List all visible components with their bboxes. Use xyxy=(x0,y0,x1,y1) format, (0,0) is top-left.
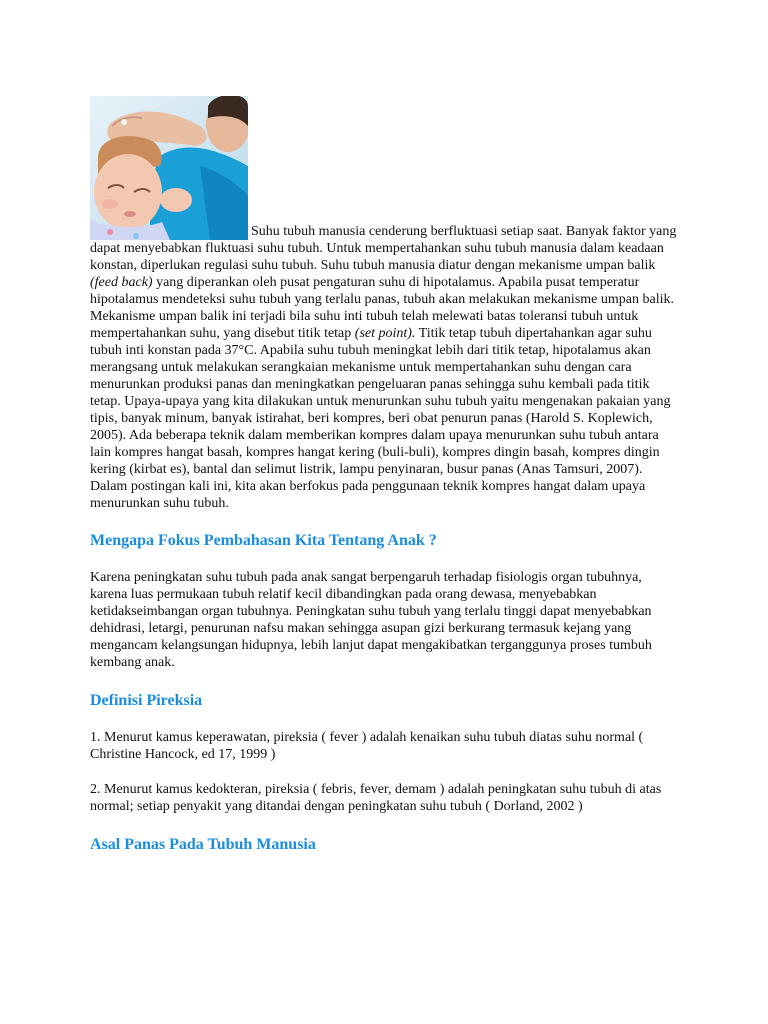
intro-text-1: Suhu tubuh manusia cenderung berfluktuasi setiap saat. Banyak faktor yang dapat menyebabkan fluktuasi suhu tubuh. Untuk mempertahankan suhu tubuh manusia dalam keadaan konstan, diperlukan regulasi suhu tubuh. Suhu tubuh manusia diatur dengan mekanisme umpan balik xyxy=(90,224,677,273)
focus-heading: Mengapa Fokus Pembahasan Kita Tentang Anak ? xyxy=(90,532,437,549)
intro-text-2: yang diperankan oleh pusat pengaturan suhu di hipotalamus. Apabila pusat temperatur hipotalamus mendeteksi suhu tubuh yang terlalu panas, tubuh akan melakukan mekanisme umpan balik. Mekanisme umpan balik ini terjadi bila suhu inti tubuh telah melewati batas toleransi tubuh untuk mempertahankan suhu, yang disebut titik tetap xyxy=(90,275,674,341)
intro-paragraph xyxy=(90,96,680,512)
intro-emphasis-setpoint: (set point). xyxy=(354,326,416,341)
definition-item-2: 2. Menurut kamus kedokteran, pireksia ( febris, fever, demam ) adalah peningkatan suhu tubuh di atas normal; setiap penyakit yang ditandai dengan peningkatan suhu tubuh ( Dorland, 2002 ) xyxy=(90,782,662,814)
definition-heading: Definisi Pireksia xyxy=(90,692,203,709)
article-body xyxy=(90,96,680,855)
origin-heading: Asal Panas Pada Tubuh Manusia xyxy=(90,836,316,853)
focus-paragraph: Karena peningkatan suhu tubuh pada anak sangat berpengaruh terhadap fisiologis organ tubuhnya, karena luas permukaan tubuh relatif kecil dibandingkan pada orang dewasa, menyebabkan ketidakseimbangan organ tubuhnya. Peningkatan suhu tubuh yang terlalu tinggi dapat menyebabkan dehidrasi, letargi, penurunan nafsu makan sehingga asupan gizi berkurang termasuk kejang yang mengancam kelangsungan hidupnya, lebih lanjut dapat mengakibatkan terganggunya proses tumbuh kembang anak. xyxy=(90,570,652,670)
intro-text-3: Titik tetap tubuh dipertahankan agar suhu tubuh inti konstan pada 37°C. Apabila suhu tubuh meningkat lebih dari titik tetap, hipotalamus akan merangsang untuk melakukan serangkaian mekanisme untuk mempertahankan suhu dengan cara menurunkan produksi panas dan meningkatkan pengeluaran panas sehingga suhu kembali pada titik tetap. Upaya-upaya yang kita dilakukan untuk menurunkan suhu tubuh yaitu mengenakan pakaian yang tipis, banyak minum, banyak istirahat, beri kompres, beri obat penurun panas (Harold S. Koplewich, 2005). Ada beberapa teknik dalam memberikan kompres dalam upaya menurunkan suhu tubuh antara lain kompres hangat basah, kompres hangat kering (buli-buli), kompres dingin basah, kompres dingin kering (kirbat es), bantal dan selimut listrik, lampu penyinaran, busur panas (Anas Tamsuri, 2007). Dalam postingan kali ini, kita akan berfokus pada penggunaan teknik kompres hangat dalam upaya menurunkan suhu tubuh. xyxy=(90,326,671,511)
sick-child-photo xyxy=(90,96,248,240)
definition-item-1: 1. Menurut kamus keperawatan, pireksia ( fever ) adalah kenaikan suhu tubuh diatas suhu normal ( Christine Hancock, ed 17, 1999 ) xyxy=(90,730,644,762)
intro-emphasis-feedback: (feed back) xyxy=(90,275,153,290)
